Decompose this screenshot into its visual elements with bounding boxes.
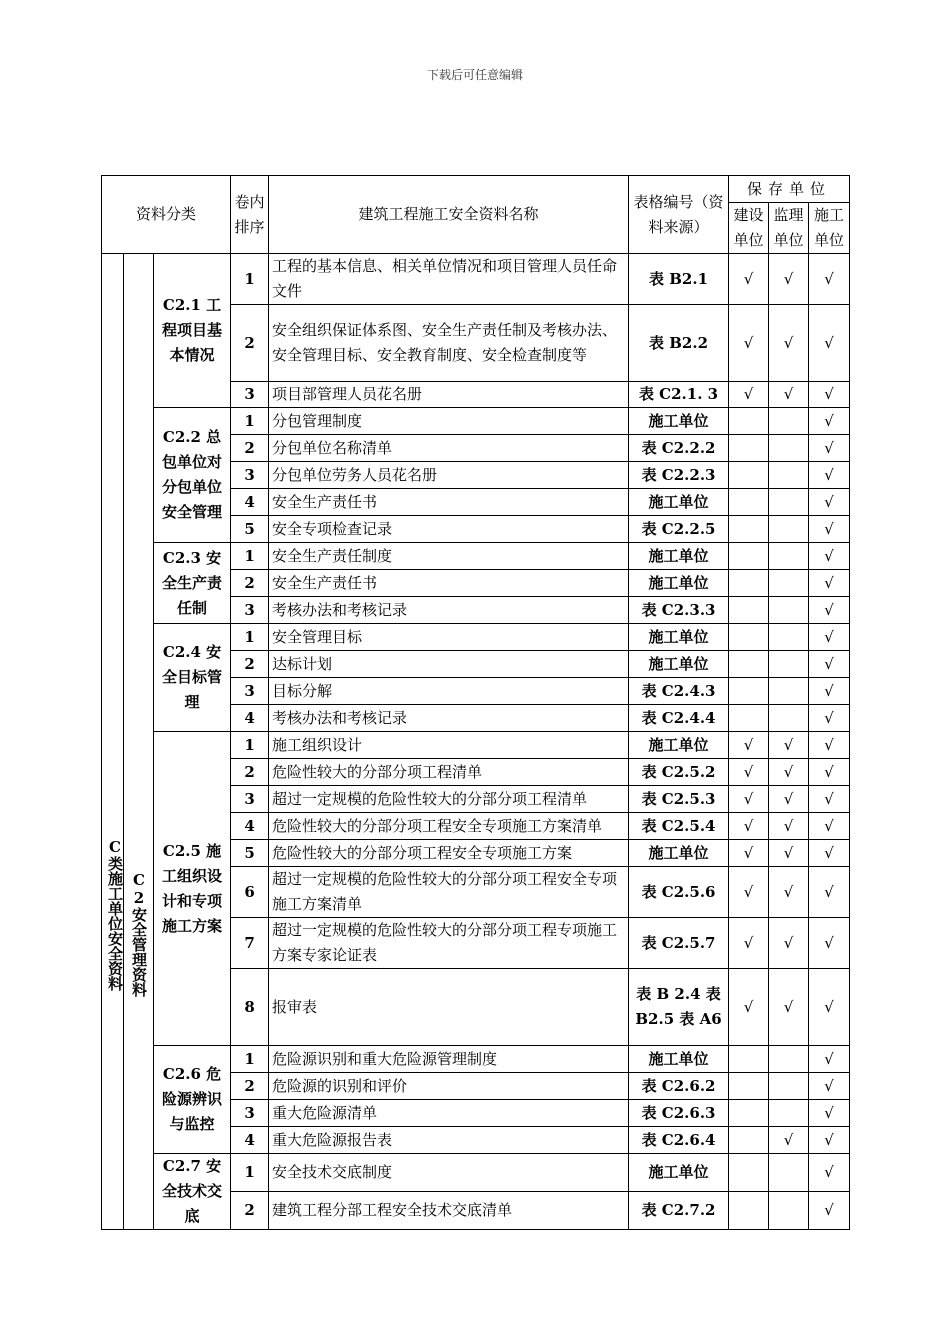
row-order: 3 xyxy=(231,786,269,813)
keep-build-mark: √ xyxy=(729,732,769,759)
document-name: 工程的基本信息、相关单位情况和项目管理人员任命文件 xyxy=(269,254,629,305)
keep-construct-mark: √ xyxy=(809,489,850,516)
form-number: 表 C2.5.2 xyxy=(629,759,729,786)
row-order: 2 xyxy=(231,1192,269,1230)
document-name: 安全组织保证体系图、安全生产责任制及考核办法、安全管理目标、安全教育制度、安全检查制度等 xyxy=(269,305,629,382)
keep-supervise-mark: √ xyxy=(769,1127,809,1154)
row-order: 1 xyxy=(231,254,269,305)
form-number: 表 C2.4.3 xyxy=(629,678,729,705)
row-order: 3 xyxy=(231,597,269,624)
keep-build-mark xyxy=(729,516,769,543)
keep-construct-mark: √ xyxy=(809,435,850,462)
keep-build-mark xyxy=(729,408,769,435)
table-row xyxy=(102,1046,850,1073)
form-number: 表 C2.6.3 xyxy=(629,1100,729,1127)
keep-construct-mark: √ xyxy=(809,813,850,840)
row-order: 1 xyxy=(231,408,269,435)
keep-construct-mark: √ xyxy=(809,305,850,382)
keep-construct-mark: √ xyxy=(809,759,850,786)
keep-construct-mark: √ xyxy=(809,969,850,1046)
keep-supervise-mark xyxy=(769,1100,809,1127)
table-row xyxy=(102,408,850,435)
keep-construct-mark: √ xyxy=(809,382,850,408)
keep-build-mark xyxy=(729,1100,769,1127)
form-number: 施工单位 xyxy=(629,624,729,651)
level2-category: C2安全管理资料 xyxy=(124,254,154,1230)
keep-build-mark xyxy=(729,1046,769,1073)
document-name: 达标计划 xyxy=(269,651,629,678)
document-name: 安全管理目标 xyxy=(269,624,629,651)
keep-supervise-mark: √ xyxy=(769,918,809,969)
keep-construct-mark: √ xyxy=(809,786,850,813)
form-number: 表 C2.2.5 xyxy=(629,516,729,543)
row-order: 4 xyxy=(231,705,269,732)
keep-construct-mark: √ xyxy=(809,516,850,543)
keep-supervise-mark xyxy=(769,516,809,543)
keep-build-mark xyxy=(729,705,769,732)
keep-build-mark xyxy=(729,1192,769,1230)
document-name: 安全技术交底制度 xyxy=(269,1154,629,1192)
keep-construct-mark: √ xyxy=(809,624,850,651)
keep-construct-mark: √ xyxy=(809,732,850,759)
keep-build-mark: √ xyxy=(729,969,769,1046)
row-order: 1 xyxy=(231,1154,269,1192)
keep-build-mark: √ xyxy=(729,254,769,305)
keep-supervise-mark xyxy=(769,489,809,516)
table-row xyxy=(102,732,850,759)
keep-construct-mark: √ xyxy=(809,408,850,435)
level1-category: C类施工单位安全资料 xyxy=(102,254,124,1230)
form-number: 表 C2.6.4 xyxy=(629,1127,729,1154)
keep-construct-mark: √ xyxy=(809,1192,850,1230)
row-order: 3 xyxy=(231,382,269,408)
document-name: 超过一定规模的危险性较大的分部分项工程专项施工方案专家论证表 xyxy=(269,918,629,969)
row-order: 2 xyxy=(231,651,269,678)
safety-document-table xyxy=(101,175,850,1230)
form-number: 表 C2.5.4 xyxy=(629,813,729,840)
row-order: 7 xyxy=(231,918,269,969)
keep-build-mark: √ xyxy=(729,918,769,969)
row-order: 2 xyxy=(231,759,269,786)
header-row xyxy=(102,176,850,203)
keep-construct-mark: √ xyxy=(809,840,850,867)
keep-construct-mark: √ xyxy=(809,1127,850,1154)
keep-col-construct: 施工单位 xyxy=(809,203,850,254)
form-number: 表 B2.1 xyxy=(629,254,729,305)
keep-supervise-mark: √ xyxy=(769,786,809,813)
keep-build-mark xyxy=(729,543,769,570)
document-name: 危险性较大的分部分项工程清单 xyxy=(269,759,629,786)
row-order: 3 xyxy=(231,1100,269,1127)
keep-col-build: 建设单位 xyxy=(729,203,769,254)
form-number: 表 C2.5.6 xyxy=(629,867,729,918)
keep-build-mark xyxy=(729,1127,769,1154)
row-order: 4 xyxy=(231,1127,269,1154)
order-header: 卷内排序 xyxy=(231,176,269,254)
form-number: 施工单位 xyxy=(629,651,729,678)
form-number: 表 C2.5.7 xyxy=(629,918,729,969)
form-number: 施工单位 xyxy=(629,732,729,759)
document-name: 安全生产责任书 xyxy=(269,489,629,516)
row-order: 2 xyxy=(231,305,269,382)
document-name: 建筑工程分部工程安全技术交底清单 xyxy=(269,1192,629,1230)
row-order: 1 xyxy=(231,543,269,570)
keep-construct-mark: √ xyxy=(809,1154,850,1192)
keep-build-mark: √ xyxy=(729,813,769,840)
document-name: 重大危险源报告表 xyxy=(269,1127,629,1154)
keep-supervise-mark: √ xyxy=(769,305,809,382)
keep-supervise-mark xyxy=(769,435,809,462)
row-order: 2 xyxy=(231,570,269,597)
keep-supervise-mark xyxy=(769,1154,809,1192)
keep-construct-mark: √ xyxy=(809,254,850,305)
keep-construct-mark: √ xyxy=(809,1046,850,1073)
form-number: 表 B2.2 xyxy=(629,305,729,382)
document-name: 施工组织设计 xyxy=(269,732,629,759)
keep-construct-mark: √ xyxy=(809,1073,850,1100)
keep-build-mark xyxy=(729,651,769,678)
table-row xyxy=(102,543,850,570)
form-number: 施工单位 xyxy=(629,408,729,435)
form-number: 表 C2.3.3 xyxy=(629,597,729,624)
keep-supervise-mark xyxy=(769,462,809,489)
document-name: 安全生产责任书 xyxy=(269,570,629,597)
keep-supervise-mark: √ xyxy=(769,840,809,867)
form-number: 施工单位 xyxy=(629,1046,729,1073)
keep-build-mark: √ xyxy=(729,786,769,813)
form-number: 表 C2.6.2 xyxy=(629,1073,729,1100)
document-name: 安全专项检查记录 xyxy=(269,516,629,543)
keep-col-supervise: 监理单位 xyxy=(769,203,809,254)
document-name: 危险源的识别和评价 xyxy=(269,1073,629,1100)
row-order: 6 xyxy=(231,867,269,918)
keep-construct-mark: √ xyxy=(809,462,850,489)
document-name: 考核办法和考核记录 xyxy=(269,597,629,624)
keep-supervise-mark xyxy=(769,597,809,624)
keep-build-mark: √ xyxy=(729,382,769,408)
document-name: 危险性较大的分部分项工程安全专项施工方案清单 xyxy=(269,813,629,840)
row-order: 3 xyxy=(231,462,269,489)
keep-supervise-mark xyxy=(769,543,809,570)
keep-supervise-mark xyxy=(769,570,809,597)
group-title: C2.2 总包单位对分包单位安全管理 xyxy=(154,408,231,543)
table-row xyxy=(102,1154,850,1192)
row-order: 3 xyxy=(231,678,269,705)
group-title: C2.5 施工组织设计和专项施工方案 xyxy=(154,732,231,1046)
keep-supervise-mark xyxy=(769,678,809,705)
document-name: 分包单位名称清单 xyxy=(269,435,629,462)
keep-supervise-mark: √ xyxy=(769,382,809,408)
keep-build-mark xyxy=(729,678,769,705)
form-number: 表 C2.7.2 xyxy=(629,1192,729,1230)
group-title: C2.7 安全技术交底 xyxy=(154,1154,231,1230)
form-number: 表 B 2.4 表 B2.5 表 A6 xyxy=(629,969,729,1046)
keep-build-mark xyxy=(729,435,769,462)
form-number: 施工单位 xyxy=(629,570,729,597)
keep-construct-mark: √ xyxy=(809,678,850,705)
document-name: 分包单位劳务人员花名册 xyxy=(269,462,629,489)
document-name: 危险性较大的分部分项工程安全专项施工方案 xyxy=(269,840,629,867)
keep-build-mark xyxy=(729,1154,769,1192)
keep-construct-mark: √ xyxy=(809,597,850,624)
document-name: 目标分解 xyxy=(269,678,629,705)
keep-construct-mark: √ xyxy=(809,705,850,732)
form-number: 表 C2.2.2 xyxy=(629,435,729,462)
group-title: C2.6 危险源辨识与监控 xyxy=(154,1046,231,1154)
table-row xyxy=(102,254,850,305)
row-order: 4 xyxy=(231,813,269,840)
keep-build-mark xyxy=(729,1073,769,1100)
keep-construct-mark: √ xyxy=(809,1100,850,1127)
keep-build-mark: √ xyxy=(729,759,769,786)
form-number: 施工单位 xyxy=(629,1154,729,1192)
group-title: C2.1 工程项目基本情况 xyxy=(154,254,231,408)
form-number: 施工单位 xyxy=(629,543,729,570)
keep-build-mark xyxy=(729,570,769,597)
table-row xyxy=(102,624,850,651)
keep-supervise-mark xyxy=(769,624,809,651)
document-name: 重大危险源清单 xyxy=(269,1100,629,1127)
keep-construct-mark: √ xyxy=(809,570,850,597)
keep-supervise-mark: √ xyxy=(769,732,809,759)
name-header: 建筑工程施工安全资料名称 xyxy=(269,176,629,254)
form-number: 表 C2.5.3 xyxy=(629,786,729,813)
keep-supervise-mark xyxy=(769,408,809,435)
row-order: 4 xyxy=(231,489,269,516)
keep-supervise-mark: √ xyxy=(769,969,809,1046)
document-name: 超过一定规模的危险性较大的分部分项工程清单 xyxy=(269,786,629,813)
keep-supervise-mark xyxy=(769,1073,809,1100)
form-number: 施工单位 xyxy=(629,840,729,867)
row-order: 2 xyxy=(231,435,269,462)
keep-supervise-mark xyxy=(769,1192,809,1230)
keep-construct-mark: √ xyxy=(809,867,850,918)
keep-build-mark: √ xyxy=(729,867,769,918)
keep-construct-mark: √ xyxy=(809,651,850,678)
keep-supervise-mark xyxy=(769,705,809,732)
group-title: C2.3 安全生产责任制 xyxy=(154,543,231,624)
row-order: 1 xyxy=(231,624,269,651)
keep-construct-mark: √ xyxy=(809,543,850,570)
keep-build-mark xyxy=(729,597,769,624)
page-header: 下载后可任意编辑 xyxy=(426,68,523,82)
document-name: 危险源识别和重大危险源管理制度 xyxy=(269,1046,629,1073)
form-number: 表 C2.2.3 xyxy=(629,462,729,489)
document-name: 考核办法和考核记录 xyxy=(269,705,629,732)
document-name: 超过一定规模的危险性较大的分部分项工程安全专项施工方案清单 xyxy=(269,867,629,918)
keep-build-mark: √ xyxy=(729,305,769,382)
row-order: 5 xyxy=(231,516,269,543)
form-number: 施工单位 xyxy=(629,489,729,516)
keep-build-mark: √ xyxy=(729,840,769,867)
keep-supervise-mark: √ xyxy=(769,759,809,786)
document-name: 报审表 xyxy=(269,969,629,1046)
keep-supervise-mark: √ xyxy=(769,254,809,305)
form-number: 表 C2.4.4 xyxy=(629,705,729,732)
row-order: 2 xyxy=(231,1073,269,1100)
keep-supervise-mark: √ xyxy=(769,867,809,918)
table-body xyxy=(102,176,850,1230)
document-name: 项目部管理人员花名册 xyxy=(269,382,629,408)
row-order: 1 xyxy=(231,732,269,759)
keep-build-mark xyxy=(729,462,769,489)
row-order: 1 xyxy=(231,1046,269,1073)
keep-build-mark xyxy=(729,624,769,651)
keep-supervise-mark: √ xyxy=(769,813,809,840)
category-header: 资料分类 xyxy=(102,176,231,254)
keep-supervise-mark xyxy=(769,651,809,678)
row-order: 5 xyxy=(231,840,269,867)
row-order: 8 xyxy=(231,969,269,1046)
group-title: C2.4 安全目标管理 xyxy=(154,624,231,732)
form-no-header: 表格编号（资料来源） xyxy=(629,176,729,254)
document-name: 安全生产责任制度 xyxy=(269,543,629,570)
document-name: 分包管理制度 xyxy=(269,408,629,435)
keep-build-mark xyxy=(729,489,769,516)
keep-header: 保存单位 xyxy=(729,176,850,203)
form-number: 表 C2.1. 3 xyxy=(629,382,729,408)
keep-construct-mark: √ xyxy=(809,918,850,969)
keep-supervise-mark xyxy=(769,1046,809,1073)
